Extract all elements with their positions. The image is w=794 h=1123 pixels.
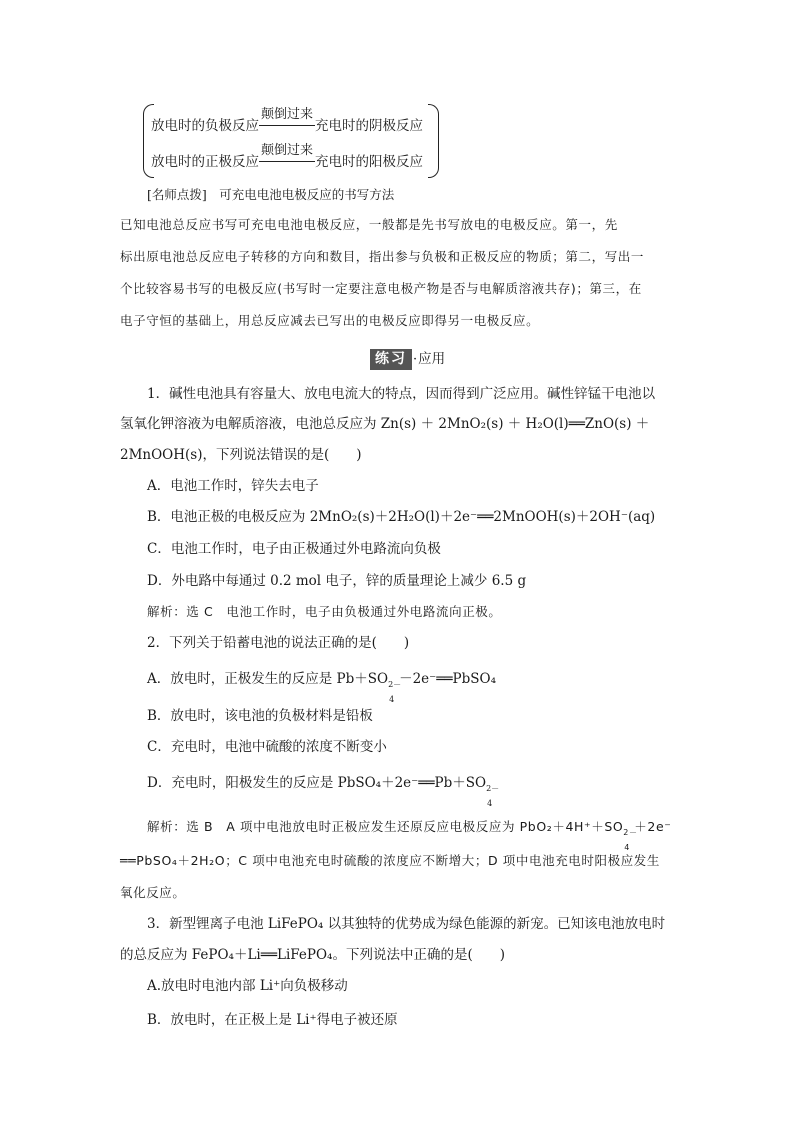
bracket-row-1 (151, 107, 423, 134)
q1-answer: 解析：选 C 电池工作时，电子由负极通过外电路流向正极。 (147, 604, 502, 619)
q2-answer-tail: ＋2e⁻ (634, 819, 672, 834)
q2-answer-line-2: ══PbSO₄＋2H₂O；C 项中电池充电时硫酸的浓度应不断增大；D 项中电池充电时阳极应发生 (120, 853, 661, 868)
ion-index: 4 (487, 799, 493, 808)
bracket-row-2 (151, 143, 423, 170)
arrow-1 (259, 107, 315, 134)
ion-charge: 2－ (388, 680, 402, 689)
q1-option-c: C．电池工作时，电子由正极通过外电路流向负极 (147, 541, 441, 557)
q2-answer-line-3: 氧化反应。 (120, 885, 186, 900)
q3-option-b: B．放电时，在正极上是 Li⁺得电子被还原 (147, 1012, 398, 1028)
q1-stem-line-3: 2MnOOH(s)，下列说法错误的是( ) (120, 447, 362, 463)
q1-option-d: D．外电路中每通过 0.2 mol 电子，锌的质量理论上减少 6.5 g (147, 573, 527, 589)
section-badge: 练习 (370, 349, 412, 370)
bracket-row-2-right: 充电时的阳极反应 (315, 154, 423, 170)
q2-option-d (147, 772, 500, 808)
arrow-2 (259, 143, 315, 170)
bracket-row-2-left: 放电时的正极反应 (151, 154, 259, 170)
ion-index: 4 (624, 843, 630, 852)
bracket-row-1-left: 放电时的负极反应 (151, 118, 259, 134)
ion-charge: 2－ (486, 784, 500, 793)
section-label: 应用 (418, 351, 446, 367)
section-dot: · (413, 352, 418, 367)
q3-stem-line-2: 的总反应为 FePO₄＋Li══LiFePO₄。下列说法中正确的是( ) (120, 947, 506, 963)
right-parenthesis (428, 104, 439, 178)
q2-option-a-text: A．放电时，正极发生的反应是 Pb＋SO (147, 671, 389, 687)
q2-answer-line-1 (147, 816, 672, 852)
reaction-bracket (143, 104, 439, 176)
arrow-2-label: 颠倒过来 (260, 143, 313, 158)
q2-stem: 2．下列关于铅蓄电池的说法正确的是( ) (147, 635, 410, 651)
tip-line-4: 电子守恒的基础上，用总反应减去已写出的电极反应即得另一电极反应。 (120, 313, 540, 328)
q2-option-c: C．充电时，电池中硫酸的浓度不断变小 (147, 739, 387, 755)
arrow-1-label: 颠倒过来 (260, 107, 313, 122)
tip-heading: [名师点拨] 可充电电池电极反应的书写方法 (147, 187, 395, 202)
ion-index: 4 (389, 695, 395, 704)
tip-line-3: 个比较容易书写的电极反应(书写时一定要注意电极产物是否与电解质溶液共存)；第三，在 (120, 281, 642, 296)
q1-option-a: A．电池工作时，锌失去电子 (147, 478, 319, 494)
q1-stem-line-1: 1．碱性电池具有容量大、放电电流大的特点，因而得到广泛应用。碱性锌锰干电池以 (147, 386, 656, 402)
q2-option-a-tail: －2e⁻══PbSO₄ (399, 671, 497, 687)
bracket-row-1-right: 充电时的阴极反应 (315, 118, 423, 134)
q1-stem-line-2: 氢氧化钾溶液为电解质溶液，电池总反应为 Zn(s) ＋ 2MnO₂(s) ＋ H₂O(l)══ZnO(s) ＋ (120, 416, 650, 432)
q2-option-b: B．放电时，该电池的负极材料是铅板 (147, 708, 373, 724)
q2-answer-text: 解析：选 B A 项中电池放电时正极应发生还原反应电极反应为 PbO₂＋4H⁺＋SO (147, 819, 624, 834)
tip-line-1: 已知电池总反应书写可充电电池电极反应，一般都是先书写放电的电极反应。第一，先 (120, 217, 618, 232)
q3-option-a: A.放电时电池内部 Li⁺向负极移动 (147, 978, 348, 994)
ion-charge: 2－ (623, 828, 638, 837)
q3-stem-line-1: 3．新型锂离子电池 LiFePO₄ 以其独特的优势成为绿色能源的新宠。已知该电池放电时 (147, 916, 666, 932)
tip-line-2: 标出原电池总反应电子转移的方向和数目，指出参与负极和正极反应的物质；第二，写出一 (120, 249, 645, 264)
q2-option-d-text: D．充电时，阳极发生的反应是 PbSO₄＋2e⁻══Pb＋SO (147, 775, 487, 791)
q1-option-b: B．电池正极的电极反应为 2MnO₂(s)＋2H₂O(l)＋2e⁻══2MnOOH(s)＋2OH⁻(aq) (147, 509, 656, 525)
q2-option-a (147, 668, 497, 704)
section-header (370, 347, 445, 369)
